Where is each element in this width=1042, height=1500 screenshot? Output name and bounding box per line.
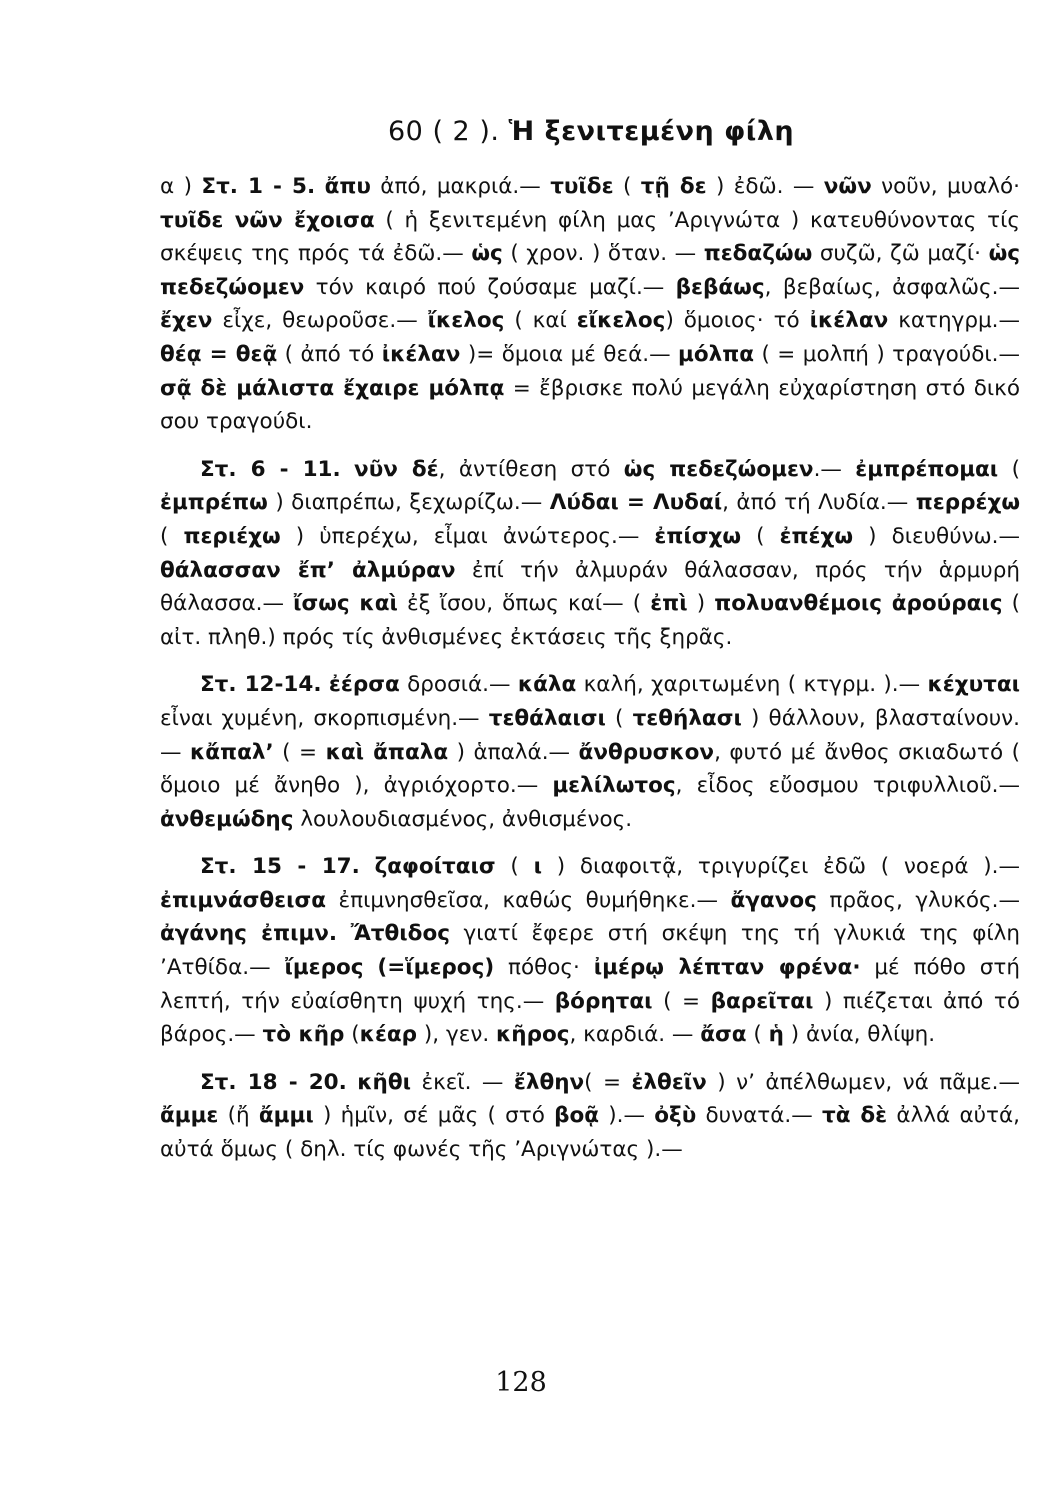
gloss-text [360, 854, 375, 879]
lemma-term: περρέχω [915, 490, 1021, 516]
lemma-term: ἡ [768, 1022, 784, 1048]
gloss-text: ἐξ ἴσου, ὅπως καί— ( [397, 591, 651, 617]
lemma-term: ἔλθην [513, 1069, 585, 1095]
lemma-term: ἐπέχω [779, 523, 854, 549]
gloss-text: ) διαφοιτᾷ, τριγυρίζει ἐδῶ ( νοερά ).— [541, 854, 1021, 880]
lemma-term: κέαρ [359, 1022, 418, 1048]
lemma-term: θάλασσαν ἔπ’ ἀλμύραν [160, 557, 456, 583]
lemma-term: περιέχω [183, 523, 281, 549]
lemma-term: ὡς πεδεζώομεν [623, 456, 814, 482]
lemma-term: Στ. 15 - 17. [200, 854, 360, 880]
lemma-term: ἐέρσα [328, 672, 400, 698]
lemma-term: ὀξὺ [654, 1103, 697, 1129]
lemma-term: τεθήλασι [632, 705, 742, 731]
lemma-term: κάλα [517, 672, 577, 698]
lemma-term: ἄμμε [160, 1103, 219, 1129]
lemma-term: ἄπυ [324, 174, 371, 199]
lemma-term: ἐπιμνάσθεισα [160, 887, 326, 913]
lemma-term: καὶ ἄπαλα [325, 739, 449, 765]
gloss-text: εἶχε, θεωροῦσε.— [212, 308, 428, 334]
lemma-term: βοᾷ [554, 1103, 600, 1129]
gloss-text: ) ἁπαλά.— [448, 739, 579, 765]
gloss-text: .— [813, 456, 856, 482]
gloss-text: ( = [584, 1069, 632, 1095]
gloss-text: πόθος· [494, 955, 594, 981]
gloss-text: λουλουδιασμένος, ἀνθισμένος. [293, 806, 633, 832]
paragraph-verses-18-20 [160, 1066, 1020, 1167]
lemma-term: Στ. 1 - 5. [201, 174, 316, 199]
gloss-text: ) ν’ ἀπέλθωμεν, νά πᾶμε.— [706, 1069, 1020, 1095]
lemma-term: ὡς πεδεζώομεν [160, 241, 1020, 300]
gloss-text: ( καί [504, 308, 577, 334]
gloss-text [364, 955, 378, 980]
lemma-term: ἄμμι [258, 1103, 314, 1129]
gloss-text: ( ἀπό τό [277, 341, 382, 367]
lemma-term: βεβάως [675, 274, 765, 300]
gloss-text: ) διαπρέπω, ξεχωρίζω.— [267, 490, 550, 516]
lemma-term: βαρεῖται [710, 988, 814, 1014]
page-number: 128 [495, 1367, 547, 1398]
gloss-text: ( [160, 523, 184, 549]
gloss-text: νοῦν, μυαλό· [871, 174, 1021, 199]
header-number: 60 ( 2 ). [388, 116, 500, 147]
gloss-text: ) ἀνία, θλίψη. [783, 1022, 936, 1048]
gloss-text: ἀπό, μακριά.— [370, 174, 551, 199]
lemma-term: ἄσα [700, 1022, 747, 1048]
lemma-term: (=ἵμερος) [377, 955, 495, 981]
lemma-term: νῶν [823, 174, 872, 199]
lemma-term: τὰ δὲ [822, 1103, 888, 1129]
lemma-term: ζαφοίταισ [374, 854, 496, 880]
lemma-term: ἰμέρῳ λέπταν φρένα· [593, 955, 861, 981]
lemma-term: ἴκελος [427, 308, 505, 334]
gloss-text: ).— [599, 1103, 655, 1129]
gloss-text: ἐπιμνησθεῖσα, καθώς θυμήθηκε.— [325, 887, 731, 913]
lemma-term: τεθάλαισι [488, 705, 606, 731]
lemma-term: σᾷ δὲ μάλιστα ἔχαιρε μόλπᾳ [160, 375, 505, 401]
gloss-text: ) ἐδῶ. — [706, 174, 824, 199]
gloss-text: (ἤ [218, 1103, 259, 1129]
gloss-text: ( [613, 174, 641, 199]
lemma-term: τὸ κῆρ [262, 1022, 345, 1048]
paragraph-verses-6-11 [160, 453, 1020, 655]
commentary-body [160, 170, 1020, 1167]
lemma-term: κέχυται [927, 672, 1020, 698]
lemma-term: ὡς [471, 241, 503, 267]
gloss-text: ( [605, 705, 633, 731]
gloss-text: γιατί ἔφερε στή σκέψη της τή γλυκιά της φίλη ’Ατθίδα.— [160, 921, 1020, 981]
gloss-text: ), γεν. [417, 1022, 496, 1048]
gloss-text: ( [344, 1022, 360, 1048]
gloss-text: , ἀπό τή Λυδία.— [722, 490, 916, 516]
gloss-text: , βεβαίως, ἀσφαλῶς.— [764, 274, 1020, 300]
gloss-text: = ἔβρισκε πολύ μεγάλη εὐχαρίστηση στό δικό σου τραγούδι. [160, 375, 1020, 435]
header-title: Ἡ ξενιτεμένη φίλη [508, 116, 795, 147]
gloss-text: καλή, χαριτωμένη ( κτγρμ. ).— [576, 672, 928, 698]
gloss-text: ( ἡ ξενιτεμένη φίλη μας ’Αριγνώτα ) κατευθύνοντας τίς σκέψεις της πρός τά ἐδῶ.— [160, 207, 1020, 267]
gloss-text: , καρδιά. — [569, 1022, 701, 1048]
lemma-term: Ἄτθιδος [350, 921, 450, 947]
gloss-text: ( [495, 854, 534, 880]
gloss-text: ( [998, 456, 1020, 482]
lemma-term: ἐπὶ [650, 591, 688, 617]
lemma-term: ἐλθεῖν [631, 1069, 707, 1095]
gloss-text: ) ἡμῖν, σέ μᾶς ( στό [313, 1103, 555, 1129]
lemma-term: μελίλωτος [552, 773, 676, 799]
lemma-term: Λύδαι = Λυδαί [549, 490, 723, 516]
gloss-text: ἐκεῖ. — [411, 1069, 514, 1095]
gloss-text: ) πιέζεται ἀπό τό βάρος.— [160, 988, 1020, 1048]
gloss-text: ( χρον. ) ὅταν. — [502, 241, 704, 267]
gloss-text [337, 921, 351, 946]
gloss-text: ) [687, 591, 715, 617]
lemma-term: πεδαζώω [703, 241, 813, 267]
lemma-term: ἔχεν [160, 308, 213, 334]
gloss-text: , εἶδος εὔοσμου τριφυλλιοῦ.— [675, 773, 1020, 799]
paragraph-verses-15-17 [160, 850, 1020, 1052]
lemma-term: ἀνθεμώδης [160, 806, 294, 832]
lemma-term: ἄγανος [730, 887, 817, 913]
paragraph-verses-12-14 [160, 668, 1020, 836]
gloss-text [341, 457, 354, 482]
gloss-text: δροσιά.— [399, 672, 518, 698]
gloss-text: δυνατά.— [696, 1103, 823, 1129]
lemma-term: ἀγάνης ἐπιμν. [160, 921, 338, 947]
lemma-term: ἐμπρέπομαι [855, 456, 999, 482]
gloss-text: )= ὅμοια μέ θεά.— [460, 341, 679, 367]
lemma-term: ι [533, 854, 542, 880]
gloss-text: πρᾶος, γλυκός.— [816, 887, 1020, 913]
lemma-term: Στ. 18 - 20. [200, 1069, 347, 1095]
lemma-term: τυῖδε [550, 174, 614, 199]
gloss-text: , φυτό μέ ἄνθος σκιαδωτό ( ὅμοιο μέ ἄνηθο ), ἀγριόχορτο.— [160, 739, 1020, 799]
lemma-term: κῆρος [496, 1022, 570, 1048]
lemma-term: πολυανθέμοις ἀρούραις [714, 591, 1003, 617]
lemma-term: ἰκέλαν [809, 308, 889, 334]
gloss-text: ( = [273, 739, 326, 765]
gloss-text: ἀλλά αὐτά, αὐτά ὅμως ( δηλ. τίς φωνές τῆς ’Αριγνώτας ).— [160, 1103, 1021, 1163]
gloss-text: ) θάλλουν, βλασταίνουν.— [160, 705, 1021, 765]
gloss-text: ( [746, 1022, 769, 1048]
gloss-text: εἶναι χυμένη, σκορπισμένη.— [160, 705, 489, 731]
gloss-text: ) ὅμοιος· τό [665, 308, 810, 334]
gloss-text: ( αἰτ. πληθ.) πρός τίς ἀνθισμένες ἐκτάσεις τῆς ξηρᾶς. [160, 591, 1020, 650]
lemma-term: νῦν δέ [354, 456, 439, 482]
lemma-term: τῇ δε [640, 174, 707, 199]
paragraph-verses-1-5 [160, 170, 1020, 439]
lemma-term: ἴσως καὶ [293, 591, 398, 617]
lemma-term: ἐπίσχω [654, 523, 742, 549]
lemma-term: βόρηται [554, 988, 653, 1014]
lemma-term: κἄπαλ’ [190, 739, 274, 765]
lemma-term: εἴκελος [576, 308, 666, 334]
gloss-text: τόν καιρό πού ζούσαμε μαζί.— [304, 274, 676, 300]
gloss-text: ( = [652, 988, 711, 1014]
gloss-text: ) διευθύνω.— [853, 523, 1020, 549]
gloss-text [315, 174, 324, 199]
lemma-term: ἄνθρυσκον [578, 739, 715, 765]
lemma-term: κῆθι [357, 1069, 411, 1095]
lemma-term: μόλπα [678, 341, 755, 367]
gloss-text: ἐπί τήν ἀλμυράν θάλασσαν, πρός τήν ἁρμυρή θάλασσα.— [160, 557, 1020, 617]
lemma-term: Στ. 12-14. [200, 672, 322, 698]
gloss-text [322, 672, 329, 697]
gloss-text: α ) [160, 174, 202, 199]
gloss-text: , ἀντίθεση στό [438, 456, 624, 482]
page-header [388, 116, 794, 147]
gloss-text: συζῶ, ζῶ μαζί· [812, 241, 989, 267]
lemma-term: ἰκέλαν [381, 341, 461, 367]
lemma-term: ἐμπρέπω [160, 490, 268, 516]
lemma-term: θέᾳ = θεᾷ [160, 341, 278, 367]
lemma-term: τυῖδε νῶν ἔχοισα [160, 207, 375, 233]
gloss-text: κατηγρμ.— [888, 308, 1020, 334]
gloss-text [347, 1070, 357, 1095]
lemma-term: ἴμερος [284, 955, 364, 981]
gloss-text: ( [741, 523, 780, 549]
gloss-text: ) ὑπερέχω, εἶμαι ἀνώτερος.— [280, 523, 655, 549]
lemma-term: Στ. 6 - 11. [200, 456, 341, 482]
gloss-text: ( = μολπή ) τραγούδι.— [754, 341, 1021, 367]
gloss-text: μέ πόθο στή λεπτή, τήν εὐαίσθητη ψυχή της.— [160, 955, 1020, 1014]
